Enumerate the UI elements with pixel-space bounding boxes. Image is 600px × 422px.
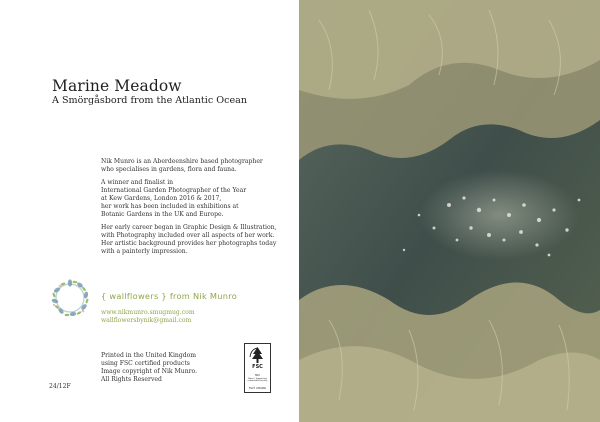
print-line: using FSC certified products <box>101 360 190 367</box>
fsc-mix-label: MIX <box>255 374 260 377</box>
fsc-tree-icon <box>245 345 270 365</box>
product-code: 24/12F <box>49 383 71 390</box>
email-link[interactable]: wallflowersbynik@gmail.com <box>101 317 192 324</box>
text-panel <box>0 0 299 422</box>
print-line: Printed in the United Kingdom <box>101 352 197 359</box>
print-line: All Rights Reserved <box>101 376 162 383</box>
brand-name: { wallflowers } from Nik Munro <box>101 291 238 301</box>
bio-paragraph-1: Nik Munro is an Aberdeenshire based photographer who specialises in gardens, flora and fauna. <box>101 158 263 173</box>
print-line: Image copyright of Nik Munro. <box>101 368 198 375</box>
floral-wreath-icon <box>49 277 91 319</box>
fsc-description: Paper | Supporting responsible forestry <box>247 378 268 383</box>
bio-paragraph-2: A winner and finalist in International Garden Photographer of the Year at Kew Gardens, London 2016 & 2017, her work has been included in exhibitions at Botanic Gardens in the UK and Europe. <box>101 179 247 218</box>
fsc-license: FSC® C081466 <box>249 387 266 390</box>
card-title: Marine Meadow <box>52 77 182 95</box>
fsc-badge <box>244 343 271 393</box>
card-subtitle: A Smörgåsbord from the Atlantic Ocean <box>52 95 248 106</box>
fsc-logo-text: FSC <box>252 364 263 370</box>
website-link[interactable]: www.nikmunro.smugmug.com <box>101 309 195 316</box>
photographer-bio <box>101 158 293 261</box>
bio-paragraph-3: Her early career began in Graphic Design & Illustration, with Photography included over all aspects of her work. Her artistic background provides her photographs today with a painterly impression. <box>101 224 277 255</box>
print-info <box>101 352 241 384</box>
seaweed-photo <box>299 0 600 422</box>
